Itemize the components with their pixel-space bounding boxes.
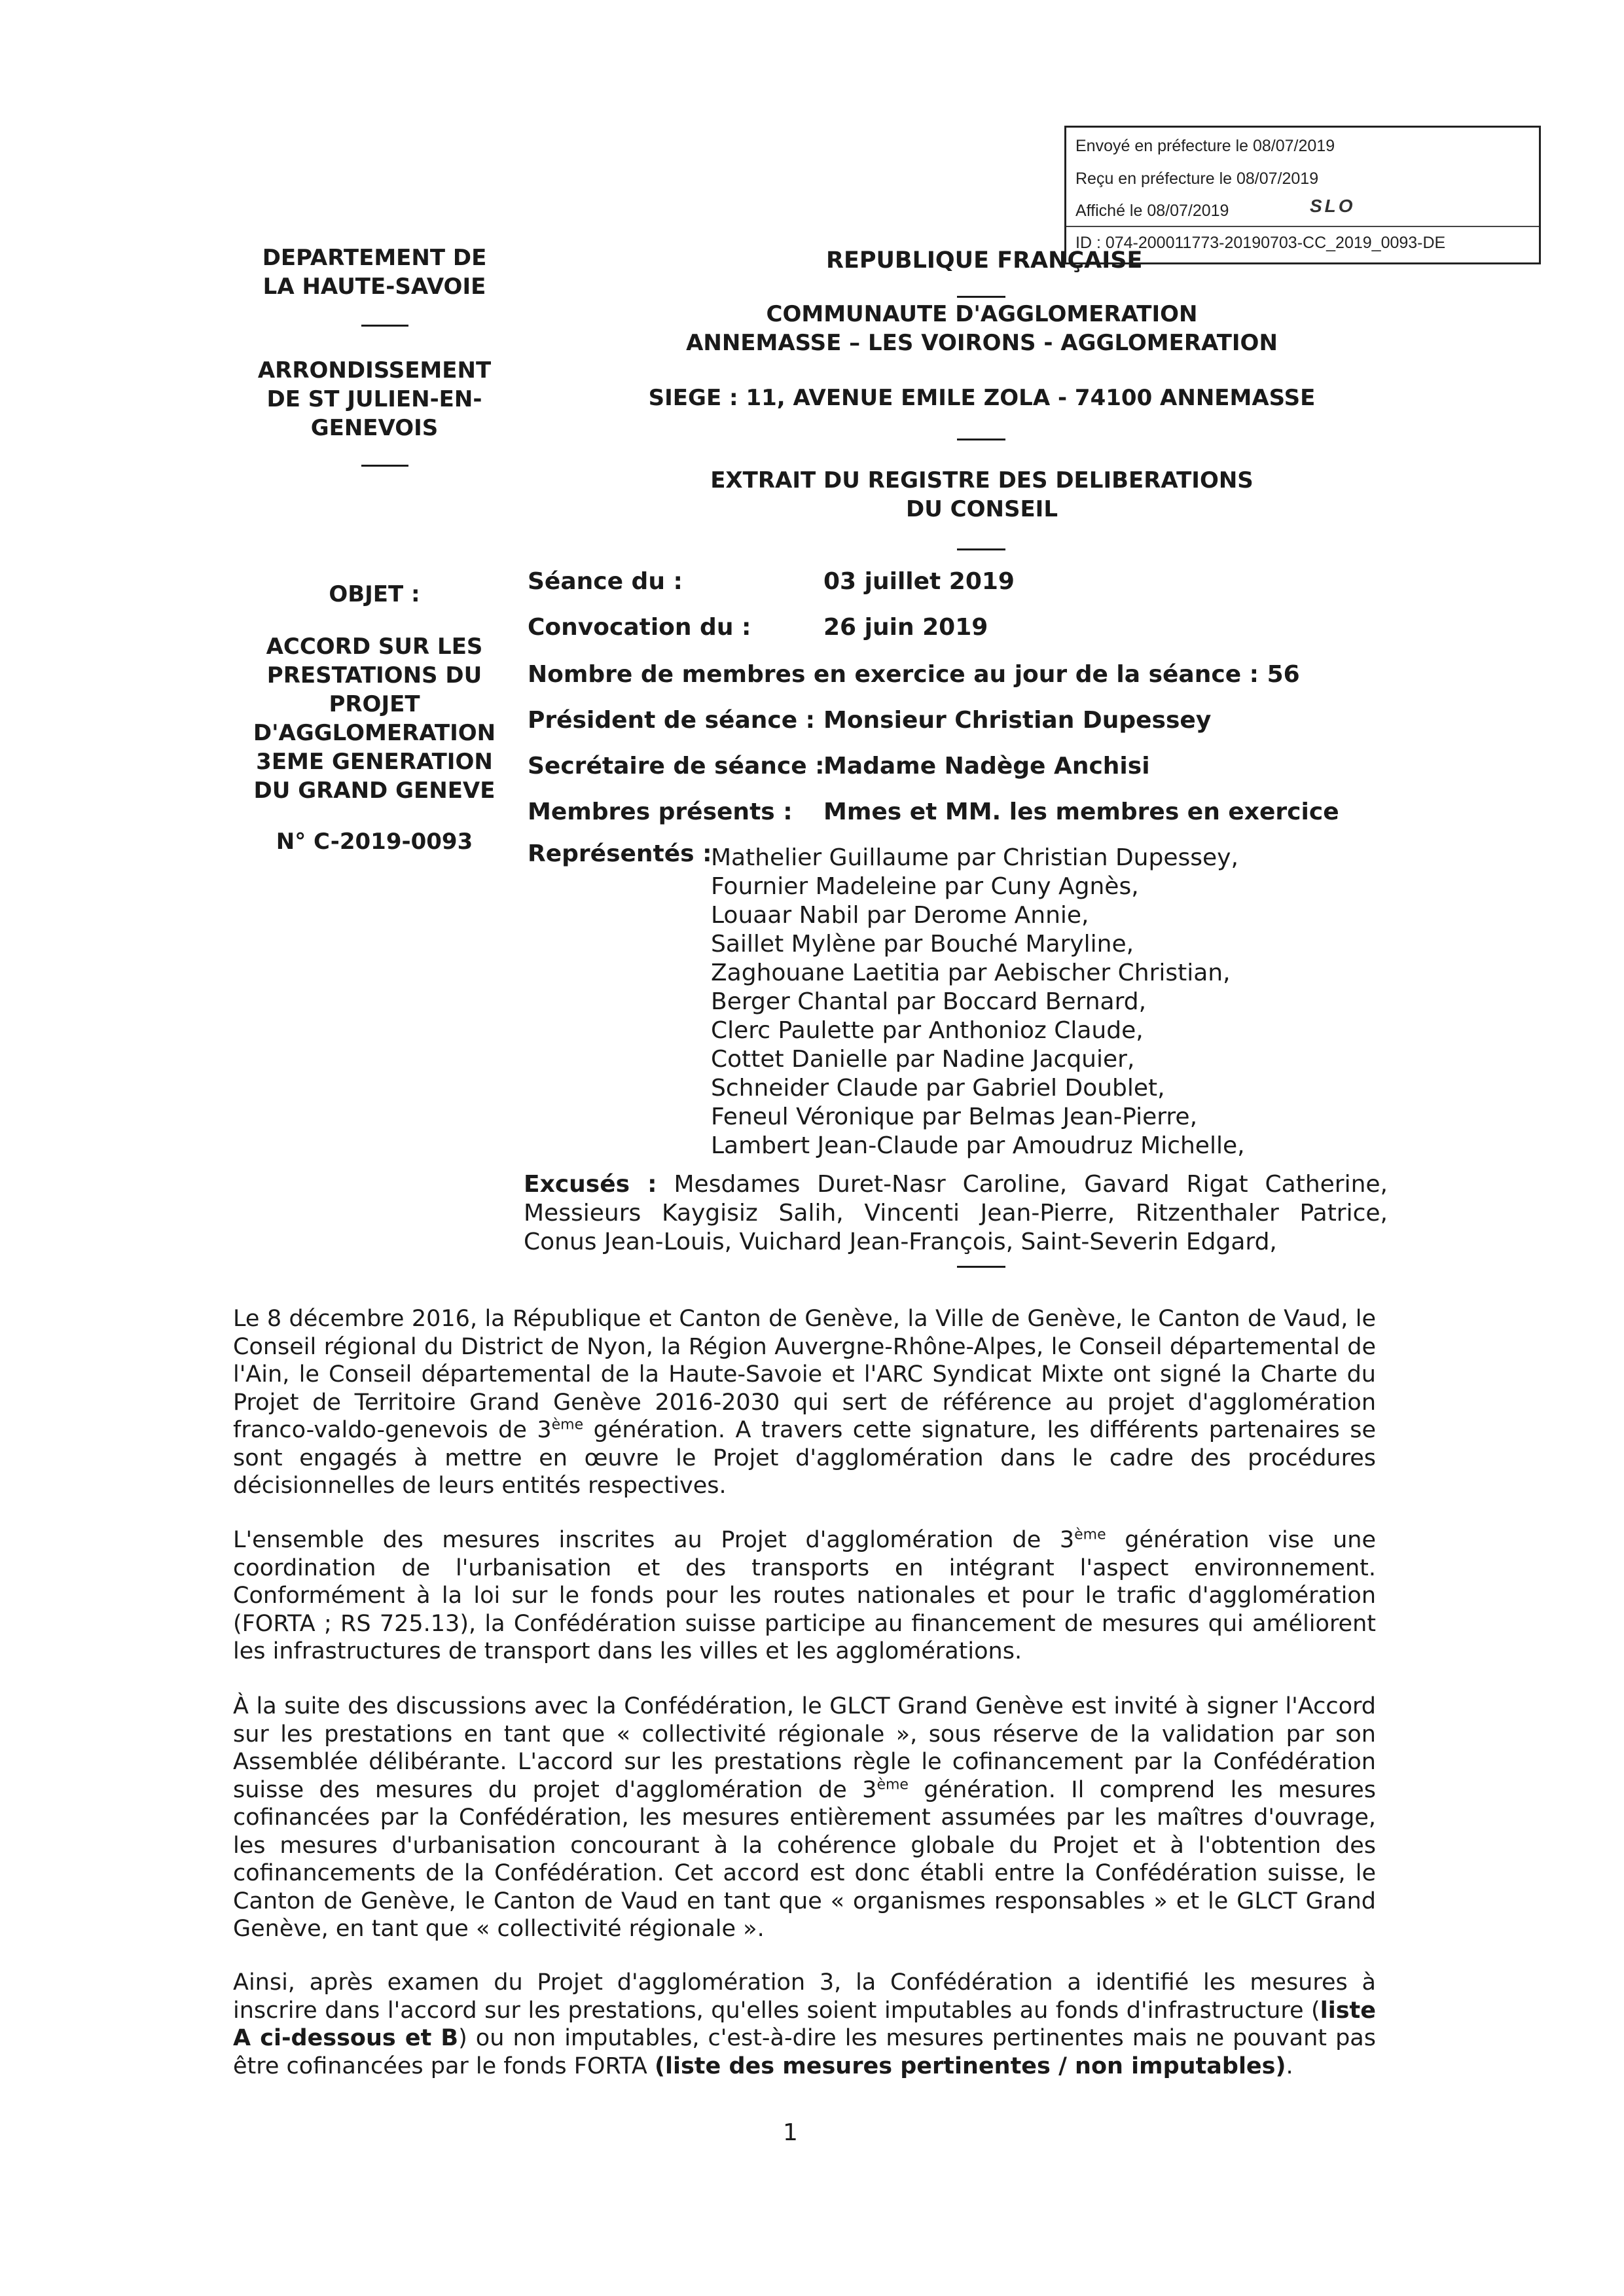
header-divider-3 [957,548,1005,550]
excuses-label: Excusés : [524,1171,657,1198]
header-divider-1 [957,296,1005,298]
objet-line-2: PRESTATIONS DU [266,662,482,689]
deliberation-number: N° C-2019-0093 [276,829,473,855]
paragraph-4-text-cont: ) ou non imputables, c'est-à-dire les mesures pertinentes mais ne pouvant pas être cofinancées par le fonds FORTA [233,2025,1376,2079]
objet-line-1: ACCORD SUR LES [266,634,483,660]
president-value: Monsieur Christian Dupessey [823,707,1212,734]
objet-line-3: PROJET [329,691,420,717]
paragraph-4-bold-1: liste A ci-dessous et B [233,1997,1376,2051]
superscript: ème [1074,1526,1106,1543]
representes-item: Feneul Véronique par Belmas Jean-Pierre, [711,1103,1198,1130]
stamp-signature: SLO [1310,196,1356,216]
page-number: 1 [783,2119,798,2146]
siege-address: SIEGE : 11, AVENUE EMILE ZOLA - 74100 ANNEMASSE [648,385,1316,411]
representes-label: Représentés : [528,840,712,867]
department-line-2: LA HAUTE-SAVOIE [262,274,486,300]
paragraph-1 [233,1305,1376,1500]
paragraph-3-text-cont: génération. Il comprend les mesures cofinancées par la Confédération, les mesures entièrement assumées par les maîtres d'ouvrage, les mesures d'urbanisation concourant à la cohérence globale du Projet et à l'obtention des cofinancements de la Confédération. Cet accord est donc établi entre la Confédération suisse, le Canton de Genève, le Canton de Vaud en tant que « organismes responsables » et le GLCT Grand Genève, en tant que « collectivité régionale ». [233,1776,1376,1942]
convocation-value: 26 juin 2019 [823,614,988,641]
extrait-title [576,466,1388,524]
paragraph-1-text: Le 8 décembre 2016, la République et Canton de Genève, la Ville de Genève, le Canton de Vaud, le Conseil régional du District de Nyon, la Région Auvergne-Rhône-Alpes, le Conseil départemental de l'Ain, le Conseil départemental de la Haute-Savoie et l'ARC Syndicat Mixte ont signé la Charte du Projet de Territoire Grand Genève 2016-2030 qui sert de référence au projet d'agglomération franco-valdo-genevois de 3 [233,1306,1376,1443]
paragraph-3-text: À la suite des discussions avec la Confédération, le GLCT Grand Genève est invité à signer l'Accord sur les prestations en tant que « collectivité régionale », sous réserve de la validation par son Assemblée délibérante. L'accord sur les prestations règle le cofinancement par la Confédération suisse des mesures du projet d'agglomération de 3 [233,1693,1376,1803]
representes-item: Clerc Paulette par Anthonioz Claude, [711,1017,1144,1044]
objet-label: OBJET : [329,581,420,607]
paragraph-3 [233,1693,1376,1943]
paragraph-1-text-cont: génération. A travers cette signature, les différents partenaires se sont engagés à mettre en œuvre le Projet d'agglomération dans le cadre des procédures décisionnelles de leurs entités respectives. [233,1417,1376,1499]
left-divider-2 [361,465,408,467]
arrondissement-line-1: ARRONDISSEMENT [257,357,492,384]
arrondissement-line-2: DE ST JULIEN-EN- [266,386,482,412]
paragraph-4-end: . [1286,2053,1293,2079]
stamp-recu: Reçu en préfecture le 08/07/2019 [1075,170,1319,188]
extrait-line-1: EXTRAIT DU REGISTRE DES DELIBERATIONS [710,467,1254,493]
stamp-id: ID : 074-200011773-20190703-CC_2019_0093-DE [1075,234,1446,252]
excuses-text: Mesdames Duret-Nasr Caroline, Gavard Rigat Catherine, Messieurs Kaygisiz Salih, Vincenti Jean-Pierre, Ritzenthaler Patrice, Conus Jean-Louis, Vuichard Jean-François, Saint-Severin Edgard, [524,1171,1388,1255]
paragraph-2 [233,1526,1376,1666]
presents-label: Membres présents : [528,798,793,825]
representes-item: Cottet Danielle par Nadine Jacquier, [711,1046,1135,1073]
convocation-label: Convocation du : [528,614,751,641]
paragraph-4-bold-2: (liste des mesures pertinentes / non imputables) [654,2053,1286,2079]
session-divider [957,1266,1005,1268]
representes-item: Zaghouane Laetitia par Aebischer Christian, [711,960,1231,986]
stamp-separator [1066,226,1539,227]
objet-line-6: DU GRAND GENEVE [253,778,496,804]
arrondissement-line-3: GENEVOIS [310,415,439,441]
paragraph-4-text: Ainsi, après examen du Projet d'agglomération 3, la Confédération a identifié les mesures à inscrire dans l'accord sur les prestations, qu'elles soient imputables au fonds d'infrastructure ( [233,1969,1376,2024]
membres-exercice: Nombre de membres en exercice au jour de la séance : 56 [528,661,1300,688]
arrondissement-block [237,356,512,442]
secretaire-value: Madame Nadège Anchisi [823,753,1150,780]
republique-title: REPUBLIQUE FRANÇAISE [826,247,1143,274]
representes-item: Mathelier Guillaume par Christian Dupessey, [711,844,1238,871]
representes-item: Fournier Madeleine par Cuny Agnès, [711,873,1139,900]
representes-item: Lambert Jean-Claude par Amoudruz Michelle, [711,1132,1245,1159]
seance-value: 03 juillet 2019 [823,568,1015,595]
paragraph-2-text-cont: génération vise une coordination de l'urbanisation et des transports en intégrant l'aspect environnement. Conformément à la loi sur le fonds pour les routes nationales et pour le trafic d'agglomération (FORTA ; RS 725.13), la Confédération suisse participe au financement de mesures qui améliorent les infrastructures de transport dans les villes et les agglomérations. [233,1527,1376,1664]
stamp-envoye: Envoyé en préfecture le 08/07/2019 [1075,137,1335,155]
communaute-line-1: COMMUNAUTE D'AGGLOMERATION [766,301,1198,327]
representes-item: Schneider Claude par Gabriel Doublet, [711,1075,1165,1102]
department-block [237,243,512,301]
representes-item: Saillet Mylène par Bouché Maryline, [711,931,1134,958]
communaute-line-2: ANNEMASSE – LES VOIRONS - AGGLOMERATION [686,330,1278,356]
president-label: Président de séance : [528,707,816,734]
presents-value: Mmes et MM. les membres en exercice [823,798,1339,825]
communaute-title [576,300,1388,357]
department-line-1: DEPARTEMENT DE [262,245,487,271]
seance-label: Séance du : [528,568,683,595]
stamp-affiche: Affiché le 08/07/2019 [1075,202,1229,220]
objet-block [237,632,512,805]
representes-item: Louaar Nabil par Derome Annie, [711,902,1089,929]
secretaire-label: Secrétaire de séance : [528,753,825,780]
superscript: ème [876,1776,909,1793]
excuses-block [524,1170,1388,1257]
objet-line-5: 3EME GENERATION [256,749,493,775]
header-divider-2 [957,439,1005,440]
paragraph-4 [233,1969,1376,2080]
objet-line-4: D'AGGLOMERATION [253,720,496,746]
paragraph-2-text: L'ensemble des mesures inscrites au Projet d'agglomération de 3 [233,1527,1075,1553]
extrait-line-2: DU CONSEIL [905,496,1058,522]
superscript: ème [551,1416,584,1433]
prefecture-stamp [1064,126,1541,264]
left-divider-1 [361,325,408,327]
representes-item: Berger Chantal par Boccard Bernard, [711,988,1147,1015]
